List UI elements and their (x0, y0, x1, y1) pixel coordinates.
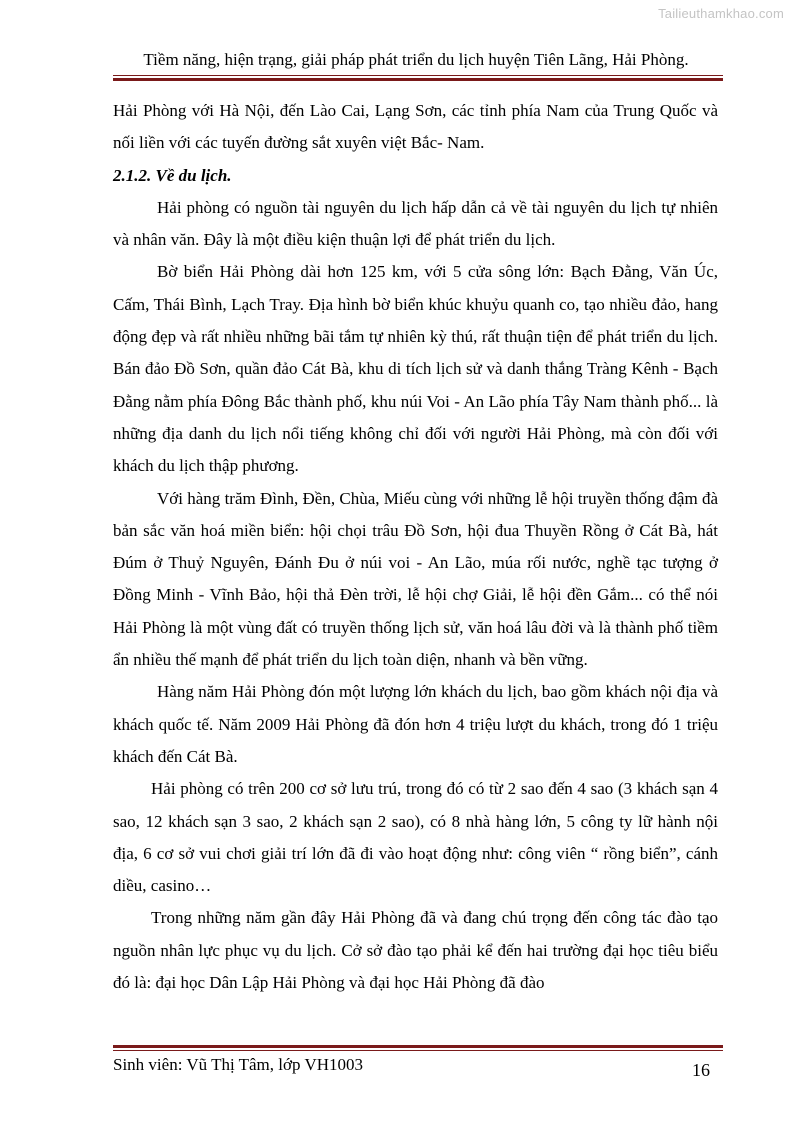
footer-rule-thin (113, 1050, 723, 1051)
paragraph-coastline: Bờ biển Hải Phòng dài hơn 125 km, với 5 cửa sông lớn: Bạch Đằng, Văn Úc, Cấm, Thái Bình, Lạch Tray. Địa hình bờ biển khúc khuỷu quanh co, tạo nhiều đảo, hang động đẹp và rất nhiều những bãi tắm tự nhiên kỳ thú, rất thuận tiện để phát triển du lịch. Bán đảo Đồ Sơn, quần đảo Cát Bà, khu di tích lịch sử và danh thắng Tràng Kênh - Bạch Đằng nằm phía Đông Bắc thành phố, khu núi Voi - An Lão phía Tây Nam thành phố... là những địa danh du lịch nổi tiếng không chỉ đối với người Hải Phòng, mà còn đối với khách du lịch thập phương. (113, 262, 718, 476)
paragraph-training: Trong những năm gần đây Hải Phòng đã và đang chú trọng đến công tác đào tạo nguồn nhân lực phục vụ du lịch. Cở sở đào tạo phải kể đến hai trường đại học tiêu biểu đó là: đại học Dân Lập Hải Phòng và đại học Hải Phòng đã đào (113, 908, 718, 993)
footer-rule-thick (113, 1045, 723, 1048)
page-body (113, 95, 718, 999)
paragraph-visitors: Hàng năm Hải Phòng đón một lượng lớn khách du lịch, bao gồm khách nội địa và khách quốc tế. Năm 2009 Hải Phòng đã đón hơn 4 triệu lượt du khách, trong đó 1 triệu khách đến Cát Bà. (113, 682, 718, 766)
watermark: Tailieuthamkhao.com (658, 6, 784, 21)
page-number: 16 (692, 1060, 710, 1080)
paragraph-festivals: Với hàng trăm Đình, Đền, Chùa, Miếu cùng với những lễ hội truyền thống đậm đà bản sắc văn hoá miền biển: hội chọi trâu Đồ Sơn, hội đua Thuyền Rồng ở Cát Bà, hát Đúm ở Thuỷ Nguyên, Đánh Đu ở núi voi - An Lão, múa rối nước, nghề tạc tượng ở Đồng Minh - Vĩnh Bảo, hội thả Đèn trời, lễ hội chợ Giải, lễ hội đền Gắm... có thể nói Hải Phòng là một vùng đất có truyền thống lịch sử, văn hoá lâu đời và là thành phố tiềm ẩn nhiều thế mạnh để phát triển du lịch toàn diện, nhanh và bền vững. (113, 488, 718, 670)
header-rule-thin (113, 75, 723, 76)
footer-student: Sinh viên: Vũ Thị Tâm, lớp VH1003 (113, 1055, 363, 1074)
paragraph-accommodation: Hải phòng có trên 200 cơ sở lưu trú, trong đó có từ 2 sao đến 4 sao (3 khách sạn 4 sao, 12 khách sạn 3 sao, 2 khách sạn 2 sao), có 8 nhà hàng lớn, 5 công ty lữ hành nội địa, 6 cơ sở vui chơi giải trí lớn đã đi vào hoạt động như: công viên “ rồng biển”, cánh diều, casino… (113, 779, 718, 896)
paragraph-resources: Hải phòng có nguồn tài nguyên du lịch hấp dẫn cả về tài nguyên du lịch tự nhiên và nhân văn. Đây là một điều kiện thuận lợi để phát triển du lịch. (113, 197, 718, 250)
section-heading: 2.1.2. Về du lịch. (113, 165, 232, 185)
paragraph-continuation: Hải Phòng với Hà Nội, đến Lào Cai, Lạng Sơn, các tỉnh phía Nam của Trung Quốc và nối liền với các tuyến đường sắt xuyên việt Bắc- Nam. (113, 101, 718, 153)
running-header-title: Tiềm năng, hiện trạng, giải pháp phát triển du lịch huyện Tiên Lãng, Hải Phòng. (143, 50, 689, 69)
header-rule-thick (113, 78, 723, 81)
